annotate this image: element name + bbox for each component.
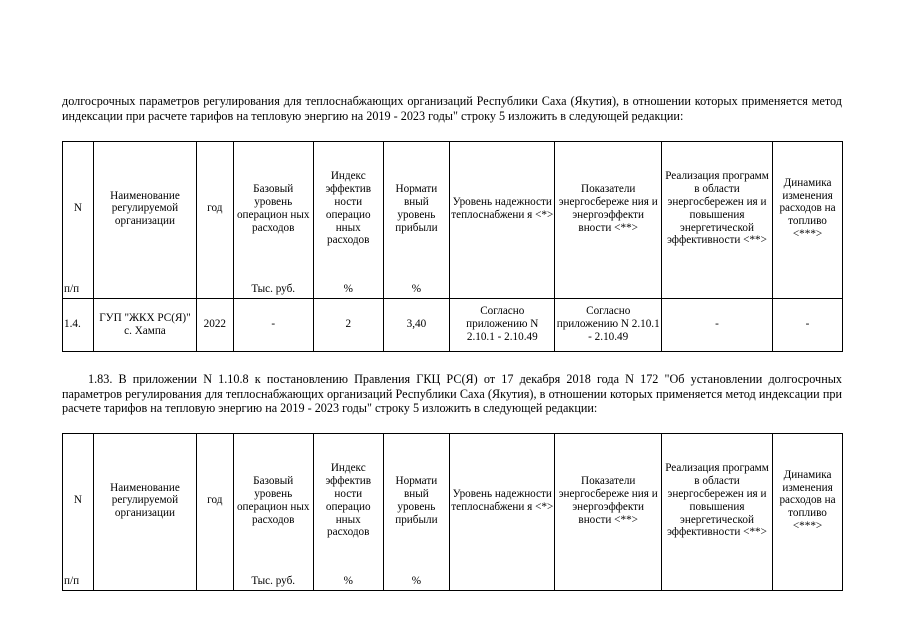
unit-empty	[555, 276, 662, 299]
unit-index: %	[313, 568, 383, 591]
unit-empty	[661, 568, 772, 591]
unit-empty	[450, 568, 555, 591]
header-energy-saving: Показатели энергосбереже ния и энергоэффекти вности <**>	[555, 142, 662, 276]
tariff-table-2	[62, 433, 843, 591]
row-year: 2022	[197, 298, 234, 351]
unit-empty	[773, 276, 843, 299]
unit-empty	[197, 568, 234, 591]
header-base-costs: Базовый уровень операцион ных расходов	[233, 142, 313, 276]
row-energy: Согласно приложению N 2.10.1 - 2.10.49	[555, 298, 662, 351]
row-reliability: Согласно приложению N 2.10.1 - 2.10.49	[450, 298, 555, 351]
unit-n: п/п	[63, 568, 94, 591]
unit-base: Тыс. руб.	[233, 568, 313, 591]
row-fuel: -	[773, 298, 843, 351]
unit-profit: %	[383, 568, 449, 591]
unit-profit: %	[383, 276, 449, 299]
unit-empty	[93, 568, 196, 591]
header-profit-level: Нормати вный уровень прибыли	[383, 142, 449, 276]
row-programs: -	[661, 298, 772, 351]
unit-empty	[450, 276, 555, 299]
unit-index: %	[313, 276, 383, 299]
unit-empty	[661, 276, 772, 299]
unit-base: Тыс. руб.	[233, 276, 313, 299]
row-index: 2	[313, 298, 383, 351]
header-efficiency-index: Индекс эффектив ности операцио нных расходов	[313, 434, 383, 568]
row-name: ГУП "ЖКХ РС(Я)" с. Хампа	[93, 298, 196, 351]
header-reliability: Уровень надежности теплоснабжени я <*>	[450, 142, 555, 276]
header-programs: Реализация программ в области энергосбережен ия и повышения энергетической эффективности <**>	[661, 142, 772, 276]
unit-empty	[93, 276, 196, 299]
table-row	[63, 298, 843, 351]
unit-empty	[555, 568, 662, 591]
header-efficiency-index: Индекс эффектив ности операцио нных расходов	[313, 142, 383, 276]
header-year: год	[197, 142, 234, 276]
paragraph-top: долгосрочных параметров регулирования для теплоснабжающих организаций Республики Саха (Якутия), в отношении которых применяется метод индексации при расчете тарифов на тепловую энергию на 2019 - 2023 годы" строку 5 изложить в следующей редакции:	[62, 94, 842, 123]
unit-empty	[197, 276, 234, 299]
header-n: N	[63, 434, 94, 568]
tariff-table-1	[62, 141, 843, 352]
header-fuel-dynamics: Динамика изменения расходов на топливо <***>	[773, 142, 843, 276]
paragraph-mid: 1.83. В приложении N 1.10.8 к постановлению Правления ГКЦ РС(Я) от 17 декабря 2018 года N 172 "Об установлении долгосрочных параметров регулирования для теплоснабжающих организаций Республики Саха (Якутия), в отношении которых применяется метод индексации при расчете тарифов на тепловую энергию на 2019 - 2023 годы" строку 5 изложить в следующей редакции:	[62, 372, 842, 415]
header-reliability: Уровень надежности теплоснабжени я <*>	[450, 434, 555, 568]
header-name: Наименование регулируемой организации	[93, 434, 196, 568]
header-profit-level: Нормати вный уровень прибыли	[383, 434, 449, 568]
header-base-costs: Базовый уровень операцион ных расходов	[233, 434, 313, 568]
header-programs: Реализация программ в области энергосбережен ия и повышения энергетической эффективности <**>	[661, 434, 772, 568]
header-energy-saving: Показатели энергосбереже ния и энергоэффекти вности <**>	[555, 434, 662, 568]
unit-n: п/п	[63, 276, 94, 299]
header-year: год	[197, 434, 234, 568]
header-name: Наименование регулируемой организации	[93, 142, 196, 276]
row-profit: 3,40	[383, 298, 449, 351]
row-n: 1.4.	[63, 298, 94, 351]
header-n: N	[63, 142, 94, 276]
row-base: -	[233, 298, 313, 351]
header-fuel-dynamics: Динамика изменения расходов на топливо <***>	[773, 434, 843, 568]
unit-empty	[773, 568, 843, 591]
